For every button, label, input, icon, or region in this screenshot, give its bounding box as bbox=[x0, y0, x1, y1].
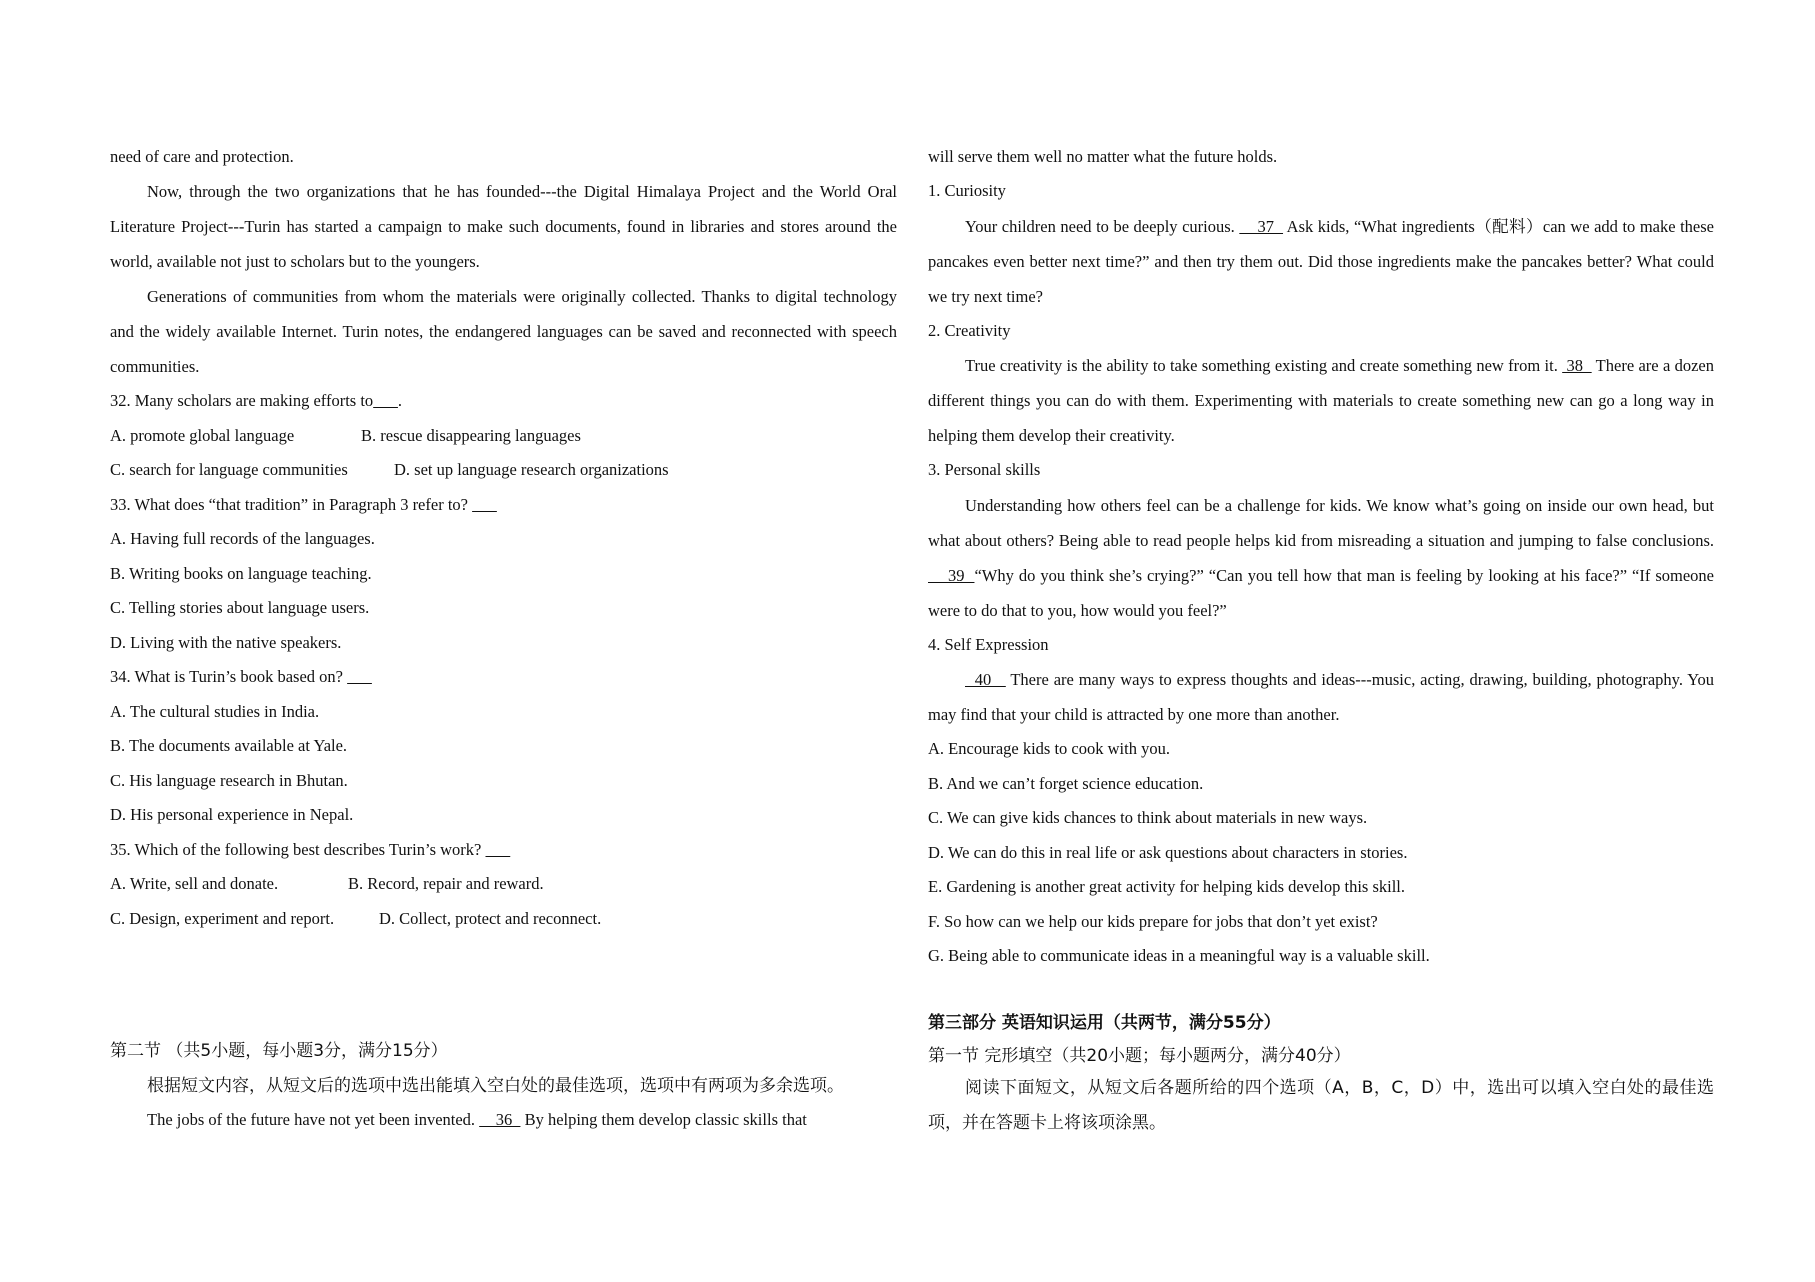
heading-self-expression: 4. Self Expression bbox=[928, 634, 1049, 654]
option-a: A. Write, sell and donate. bbox=[110, 874, 279, 893]
heading-creativity: 2. Creativity bbox=[928, 320, 1011, 340]
section-2-title: 第二节 （共5小题，每小题3分，满分15分） bbox=[110, 1041, 448, 1061]
question-35-options-row-1 bbox=[110, 867, 897, 902]
option-a: A. Having full records of the languages. bbox=[110, 529, 375, 548]
part-3-block bbox=[928, 1006, 1714, 1141]
option-b: B. Writing books on language teaching. bbox=[110, 563, 372, 583]
paragraph-now: Now, through the two organizations that he has founded---the Digital Himalaya Project and the World Oral Literature Project---Turin has started a campaign to make such documents, found in libraries and stores around the world, available not just to scholars but to the youngers. bbox=[110, 182, 897, 271]
question-stem: 33. What does “that tradition” in Paragraph 3 refer to? bbox=[110, 494, 473, 514]
blank-37: 37 bbox=[1239, 216, 1284, 236]
question-35-options-row-2 bbox=[110, 902, 897, 937]
option-c: C. Design, experiment and report. bbox=[110, 908, 335, 928]
option-f: F. So how can we help our kids prepare for jobs that don’t yet exist? bbox=[928, 911, 1378, 931]
option-c: C. We can give kids chances to think about materials in new ways. bbox=[928, 808, 1368, 827]
blank-40: 40 bbox=[965, 670, 1006, 689]
right-column bbox=[928, 139, 1714, 974]
blank-39: 39 bbox=[928, 565, 975, 585]
option-d: D. set up language research organizations bbox=[394, 460, 669, 479]
question-stem: 34. What is Turin’s book based on? bbox=[110, 667, 348, 686]
option-a: A. Encourage kids to cook with you. bbox=[928, 739, 1170, 758]
option-d: D. We can do this in real life or ask questions about characters in stories. bbox=[928, 842, 1408, 862]
option-c: C. Telling stories about language users. bbox=[110, 598, 370, 617]
answer-blank bbox=[373, 391, 398, 410]
blank-38: 38 bbox=[1562, 356, 1592, 375]
paragraph-curiosity: Your children need to be deeply curious. 37 Ask kids, “What ingredients（配料）can we add to make these pancakes even better next time?” and then try them out. Did those ingredients make the pancakes better? What could we try next time? bbox=[928, 216, 1715, 306]
answer-blank bbox=[347, 667, 372, 686]
option-a: A. promote global language bbox=[110, 425, 295, 445]
left-column bbox=[110, 139, 897, 936]
question-35 bbox=[110, 833, 897, 868]
question-32-options-row-2 bbox=[110, 453, 897, 488]
option-b: B. rescue disappearing languages bbox=[361, 425, 581, 445]
option-g: G. Being able to communicate ideas in a meaningful way is a valuable skill. bbox=[928, 946, 1430, 965]
question-stem: 32. Many scholars are making efforts to bbox=[110, 391, 374, 410]
heading-personal-skills: 3. Personal skills bbox=[928, 460, 1041, 479]
answer-blank bbox=[486, 840, 511, 859]
option-c: C. His language research in Bhutan. bbox=[110, 770, 348, 790]
paragraph-continued: need of care and protection. bbox=[110, 147, 294, 166]
passage-continued: will serve them well no matter what the future holds. bbox=[928, 147, 1278, 166]
answer-blank bbox=[472, 495, 497, 514]
paragraph-generations: Generations of communities from whom the materials were originally collected. Thanks to digital technology and the widely available Internet. Turin notes, the endangered languages can be saved and reconnected with speech communities. bbox=[110, 287, 897, 376]
question-34 bbox=[110, 660, 897, 695]
paragraph-creativity: True creativity is the ability to take something existing and create something new from it. 38 There are a dozen different things you can do with them. Experimenting with materials to create something new can go a long way in helping them develop their creativity. bbox=[928, 356, 1714, 445]
option-d: D. His personal experience in Nepal. bbox=[110, 805, 354, 824]
option-d: D. Collect, protect and reconnect. bbox=[379, 908, 602, 928]
option-c: C. search for language communities bbox=[110, 460, 348, 479]
option-d: D. Living with the native speakers. bbox=[110, 632, 342, 652]
heading-curiosity: 1. Curiosity bbox=[928, 181, 1006, 200]
blank-36: 36 bbox=[479, 1110, 521, 1129]
option-b: B. And we can’t forget science education. bbox=[928, 773, 1204, 793]
option-e: E. Gardening is another great activity for helping kids develop this skill. bbox=[928, 877, 1406, 896]
question-32-options-row-1 bbox=[110, 419, 897, 454]
option-b: B. The documents available at Yale. bbox=[110, 736, 348, 755]
question-33 bbox=[110, 488, 897, 523]
section-1-title: 第一节 完形填空（共20小题；每小题两分，满分40分） bbox=[928, 1045, 1351, 1066]
paragraph-self-expression: 40 There are many ways to express thoughts and ideas---music, acting, drawing, building, photography. You may find that your child is attracted by one more than another. bbox=[928, 670, 1714, 724]
option-b: B. Record, repair and reward. bbox=[348, 874, 544, 893]
section-1-instruction: 阅读下面短文，从短文后各题所给的四个选项（A，B，C，D）中，选出可以填入空白处的最佳选项，并在答题卡上将该项涂黑。 bbox=[928, 1077, 1714, 1133]
question-stem: 35. Which of the following best describes Turin’s work? bbox=[110, 839, 486, 859]
option-a: A. The cultural studies in India. bbox=[110, 701, 320, 721]
passage-start: The jobs of the future have not yet been invented. 36 By helping them develop classic skills that bbox=[147, 1110, 807, 1129]
question-32: 32. Many scholars are making efforts to . bbox=[110, 391, 403, 410]
paragraph-personal-skills: Understanding how others feel can be a challenge for kids. We know what’s going on inside our own head, but what about others? Being able to read people helps kid from misreading a situation and jumping to false conclusions. 39 “Why do you think she’s crying?” “Can you tell how that man is feeling by looking at his face?” “If someone were to do that to you, how would you feel?” bbox=[928, 495, 1714, 620]
part-3-title: 第三部分 英语知识运用（共两节，满分55分） bbox=[928, 1013, 1281, 1033]
section-2-instruction: 根据短文内容，从短文后的选项中选出能填入空白处的最佳选项，选项中有两项为多余选项。 bbox=[147, 1075, 844, 1096]
section-2-block bbox=[110, 1034, 897, 1138]
